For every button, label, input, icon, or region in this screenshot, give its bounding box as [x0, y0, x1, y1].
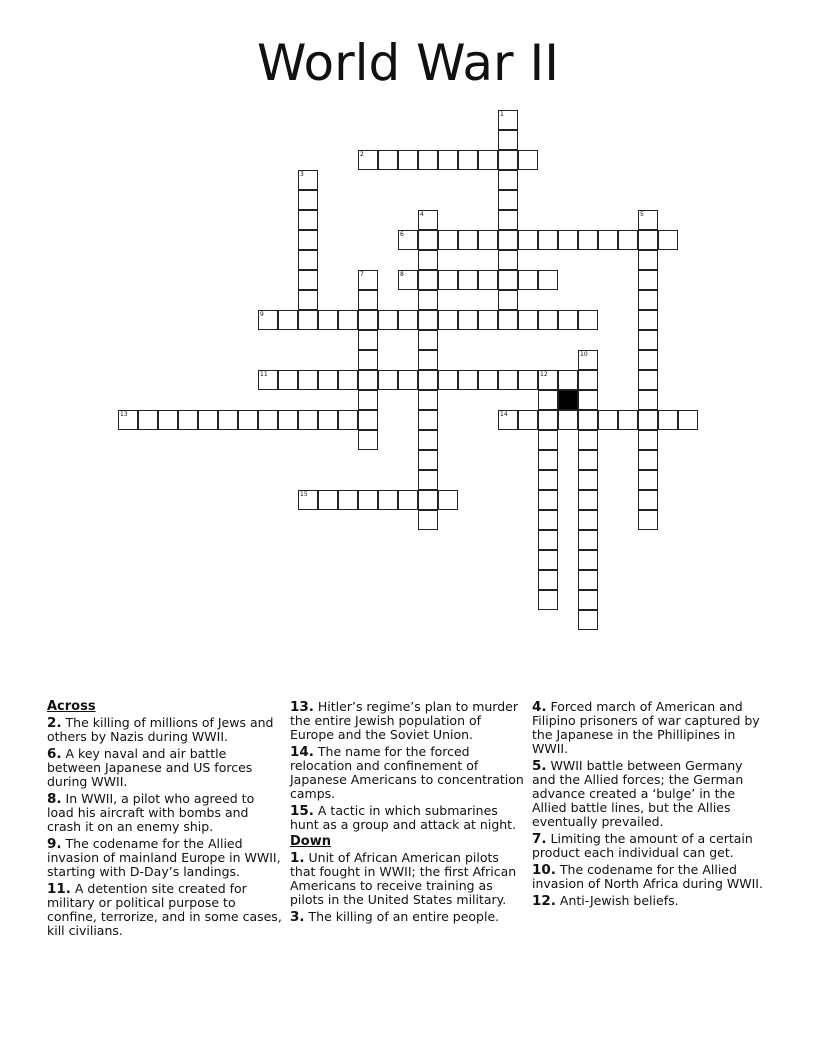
grid-cell[interactable] [338, 410, 358, 430]
grid-cell[interactable] [498, 170, 518, 190]
grid-cell[interactable] [638, 330, 658, 350]
grid-cell[interactable] [398, 310, 418, 330]
grid-cell[interactable] [498, 190, 518, 210]
clue-number-label: 10 [580, 351, 588, 358]
down-clue [532, 894, 768, 908]
down-clue-list-continued [532, 700, 768, 908]
grid-cell[interactable] [638, 390, 658, 410]
grid-cell[interactable] [598, 410, 618, 430]
page-title: World War II [256, 34, 559, 92]
clue-text: The codename for the Allied invasion of mainland Europe in WWII, starting with D-Day’s landings. [47, 836, 281, 879]
grid-cell[interactable] [298, 210, 318, 230]
grid-cell[interactable] [558, 230, 578, 250]
grid-cell[interactable] [638, 510, 658, 530]
across-clue [290, 745, 526, 801]
clue-text: The codename for the Allied invasion of North Africa during WWII. [532, 862, 763, 891]
grid-cell[interactable] [278, 370, 298, 390]
grid-cell[interactable] [638, 470, 658, 490]
grid-cell[interactable] [518, 410, 538, 430]
clue-text: Limiting the amount of a certain product each individual can get. [532, 831, 753, 860]
clue-number-label: 6 [400, 231, 404, 238]
grid-cell[interactable] [438, 230, 458, 250]
grid-cell[interactable] [558, 410, 578, 430]
grid-cell[interactable] [578, 430, 598, 450]
clue-number: 12. [532, 893, 556, 909]
clues-column-2 [290, 700, 526, 927]
clue-number: 14. [290, 744, 314, 760]
grid-cell[interactable] [278, 410, 298, 430]
grid-cell[interactable] [358, 350, 378, 370]
grid-cell[interactable] [638, 450, 658, 470]
clue-number-label: 9 [260, 311, 264, 318]
grid-cell[interactable] [618, 230, 638, 250]
grid-cell[interactable] [538, 270, 558, 290]
grid-cell[interactable] [258, 410, 278, 430]
grid-cell[interactable] [598, 230, 618, 250]
clue-number: 3. [290, 909, 305, 925]
grid-cell[interactable] [658, 230, 678, 250]
grid-cell[interactable] [538, 470, 558, 490]
grid-cell[interactable] [498, 370, 518, 390]
clue-number: 7. [532, 831, 547, 847]
grid-cell[interactable] [498, 130, 518, 150]
grid-cell[interactable] [578, 470, 598, 490]
grid-cell[interactable] [358, 410, 378, 430]
grid-cell[interactable] [638, 250, 658, 270]
grid-cell[interactable] [358, 290, 378, 310]
grid-cell[interactable] [398, 150, 418, 170]
grid-cell[interactable] [418, 450, 438, 470]
clue-number-label: 13 [120, 411, 128, 418]
grid-cell[interactable] [658, 410, 678, 430]
grid-cell[interactable] [558, 370, 578, 390]
grid-cell[interactable] [478, 150, 498, 170]
clue-number-label: 2 [360, 151, 364, 158]
grid-cell[interactable] [498, 210, 518, 230]
grid-cell[interactable] [358, 330, 378, 350]
grid-cell[interactable] [298, 370, 318, 390]
clue-text: The killing of millions of Jews and others by Nazis during WWII. [47, 715, 274, 744]
clue-number: 2. [47, 715, 62, 731]
grid-cell[interactable] [498, 310, 518, 330]
grid-cell[interactable] [578, 550, 598, 570]
clue-text: In WWII, a pilot who agreed to load his aircraft with bombs and crash it on an enemy ship. [47, 791, 255, 834]
across-clue-list [47, 716, 283, 938]
grid-cell[interactable] [578, 450, 598, 470]
grid-cell[interactable] [278, 310, 298, 330]
across-clue-list-continued [290, 700, 526, 832]
grid-cell[interactable] [458, 270, 478, 290]
grid-cell[interactable] [198, 410, 218, 430]
grid-cell[interactable] [538, 310, 558, 330]
across-clue [47, 837, 283, 879]
grid-cell[interactable] [338, 370, 358, 390]
down-clue [290, 851, 526, 907]
grid-cell[interactable] [418, 250, 438, 270]
clue-number-label: 12 [540, 371, 548, 378]
grid-cell[interactable] [578, 610, 598, 630]
clue-number-label: 11 [260, 371, 268, 378]
grid-cell[interactable] [518, 230, 538, 250]
grid-cell[interactable] [498, 270, 518, 290]
grid-cell[interactable] [638, 430, 658, 450]
clue-number: 9. [47, 836, 62, 852]
clue-number: 6. [47, 746, 62, 762]
clue-number: 15. [290, 803, 314, 819]
clue-text: The killing of an entire people. [304, 909, 500, 924]
grid-cell[interactable] [538, 450, 558, 470]
grid-cell[interactable] [638, 370, 658, 390]
grid-cell[interactable] [578, 530, 598, 550]
grid-cell[interactable] [578, 590, 598, 610]
clue-text: Hitler’s regime’s plan to murder the entire Jewish population of Europe and the Soviet Union. [290, 699, 518, 742]
clues-column-1 [47, 700, 283, 941]
grid-cell[interactable] [418, 290, 438, 310]
grid-cell[interactable] [298, 190, 318, 210]
grid-cell[interactable] [638, 350, 658, 370]
grid-cell[interactable] [498, 290, 518, 310]
grid-cell[interactable] [538, 430, 558, 450]
grid-cell[interactable] [458, 150, 478, 170]
grid-cell[interactable] [538, 590, 558, 610]
clue-text: The name for the forced relocation and confinement of Japanese Americans to concentration camps. [290, 744, 524, 801]
grid-cell[interactable] [518, 150, 538, 170]
grid-cell[interactable] [458, 310, 478, 330]
grid-cell[interactable] [358, 430, 378, 450]
across-clue [47, 792, 283, 834]
clues-column-3 [532, 700, 768, 911]
grid-cell[interactable] [578, 230, 598, 250]
grid-cell[interactable] [538, 410, 558, 430]
clue-number: 13. [290, 699, 314, 715]
grid-cell[interactable] [498, 230, 518, 250]
grid-cell[interactable] [518, 270, 538, 290]
clue-text: A key naval and air battle between Japanese and US forces during WWII. [47, 746, 253, 789]
grid-cell[interactable] [418, 390, 438, 410]
grid-cell[interactable] [378, 150, 398, 170]
grid-cell[interactable] [418, 330, 438, 350]
grid-cell[interactable] [458, 230, 478, 250]
grid-cell[interactable] [438, 150, 458, 170]
grid-cell[interactable] [418, 270, 438, 290]
grid-cell[interactable] [498, 250, 518, 270]
grid-cell[interactable] [438, 490, 458, 510]
grid-cell[interactable] [298, 230, 318, 250]
grid-cell[interactable] [158, 410, 178, 430]
across-clue [290, 700, 526, 742]
grid-cell[interactable] [378, 490, 398, 510]
clue-number-label: 5 [640, 211, 644, 218]
clue-text: Anti-Jewish beliefs. [555, 893, 679, 908]
clue-text: WWII battle between Germany and the Allied forces; the German advance created a ‘bulge’ in the Allied battle lines, but the Allies eventually prevailed. [532, 758, 744, 829]
grid-cell[interactable] [358, 370, 378, 390]
clue-number-label: 15 [300, 491, 308, 498]
grid-cell[interactable] [298, 410, 318, 430]
down-clue [532, 759, 768, 829]
grid-cell[interactable] [678, 410, 698, 430]
clue-text: A tactic in which submarines hunt as a group and attack at night. [290, 803, 517, 832]
clue-number: 11. [47, 881, 71, 897]
grid-cell[interactable] [578, 570, 598, 590]
across-clue [47, 716, 283, 744]
grid-cell[interactable] [358, 310, 378, 330]
grid-cell[interactable] [578, 370, 598, 390]
grid-cell[interactable] [538, 550, 558, 570]
grid-cell[interactable] [318, 310, 338, 330]
clue-number-label: 7 [360, 271, 364, 278]
grid-cell[interactable] [638, 270, 658, 290]
grid-cell[interactable] [438, 310, 458, 330]
grid-cell[interactable] [418, 510, 438, 530]
grid-cell[interactable] [298, 310, 318, 330]
grid-cell[interactable] [318, 370, 338, 390]
grid-cell[interactable] [578, 490, 598, 510]
clue-number: 8. [47, 791, 62, 807]
grid-cell[interactable] [418, 350, 438, 370]
clue-number-label: 3 [300, 171, 304, 178]
grid-cell[interactable] [238, 410, 258, 430]
grid-cell[interactable] [578, 390, 598, 410]
grid-cell[interactable] [398, 490, 418, 510]
clue-number-label: 4 [420, 211, 424, 218]
across-header: Across [47, 699, 96, 714]
clue-text: A detention site created for military or political purpose to confine, terrorize, and in some cases, kill civilians. [47, 881, 282, 938]
grid-cell[interactable] [418, 370, 438, 390]
grid-cell[interactable] [358, 490, 378, 510]
grid-cell[interactable] [638, 310, 658, 330]
grid-cell[interactable] [418, 150, 438, 170]
down-header: Down [290, 834, 331, 849]
grid-cell[interactable] [638, 230, 658, 250]
across-clue [47, 882, 283, 938]
grid-cell[interactable] [438, 370, 458, 390]
clue-number-label: 1 [500, 111, 504, 118]
grid-cell[interactable] [418, 470, 438, 490]
grid-cell[interactable] [298, 290, 318, 310]
down-clue [290, 910, 526, 924]
grid-cell[interactable] [418, 310, 438, 330]
grid-cell[interactable] [638, 490, 658, 510]
grid-cell[interactable] [318, 410, 338, 430]
down-clue-list [290, 851, 526, 924]
grid-cell[interactable] [418, 490, 438, 510]
grid-cell[interactable] [558, 310, 578, 330]
grid-cell[interactable] [138, 410, 158, 430]
across-clue [290, 804, 526, 832]
down-clue [532, 863, 768, 891]
down-clue [532, 832, 768, 860]
grid-cell[interactable] [498, 150, 518, 170]
grid-cell[interactable] [478, 230, 498, 250]
grid-cell[interactable] [358, 390, 378, 410]
grid-cell[interactable] [298, 270, 318, 290]
grid-cell[interactable] [618, 410, 638, 430]
grid-cell[interactable] [578, 410, 598, 430]
grid-cell[interactable] [518, 310, 538, 330]
grid-cell[interactable] [538, 230, 558, 250]
grid-cell[interactable] [538, 390, 558, 410]
grid-cell[interactable] [298, 250, 318, 270]
grid-cell[interactable] [418, 430, 438, 450]
grid-cell[interactable] [418, 410, 438, 430]
grid-cell-black [558, 390, 578, 410]
clue-number: 10. [532, 862, 556, 878]
grid-cell[interactable] [458, 370, 478, 390]
grid-cell[interactable] [578, 510, 598, 530]
grid-cell[interactable] [518, 370, 538, 390]
grid-cell[interactable] [538, 510, 558, 530]
grid-cell[interactable] [218, 410, 238, 430]
grid-cell[interactable] [438, 270, 458, 290]
grid-cell[interactable] [178, 410, 198, 430]
grid-cell[interactable] [478, 370, 498, 390]
grid-cell[interactable] [478, 270, 498, 290]
grid-cell[interactable] [478, 310, 498, 330]
grid-cell[interactable] [418, 230, 438, 250]
down-clue [532, 700, 768, 756]
across-clue [47, 747, 283, 789]
grid-cell[interactable] [318, 490, 338, 510]
grid-cell[interactable] [378, 370, 398, 390]
grid-cell[interactable] [538, 570, 558, 590]
grid-cell[interactable] [578, 310, 598, 330]
grid-cell[interactable] [398, 370, 418, 390]
clue-text: Forced march of American and Filipino prisoners of war captured by the Japanese in the Phillipines in WWII. [532, 699, 760, 756]
clue-number: 5. [532, 758, 547, 774]
grid-cell[interactable] [638, 290, 658, 310]
clue-number: 4. [532, 699, 547, 715]
grid-cell[interactable] [538, 530, 558, 550]
grid-cell[interactable] [338, 310, 358, 330]
grid-cell[interactable] [338, 490, 358, 510]
clue-text: Unit of African American pilots that fought in WWII; the first African Americans to receive training as pilots in the United States military. [290, 850, 517, 907]
grid-cell[interactable] [538, 490, 558, 510]
clue-number-label: 14 [500, 411, 508, 418]
grid-cell[interactable] [378, 310, 398, 330]
clue-number-label: 8 [400, 271, 404, 278]
grid-cell[interactable] [638, 410, 658, 430]
clue-number: 1. [290, 850, 305, 866]
